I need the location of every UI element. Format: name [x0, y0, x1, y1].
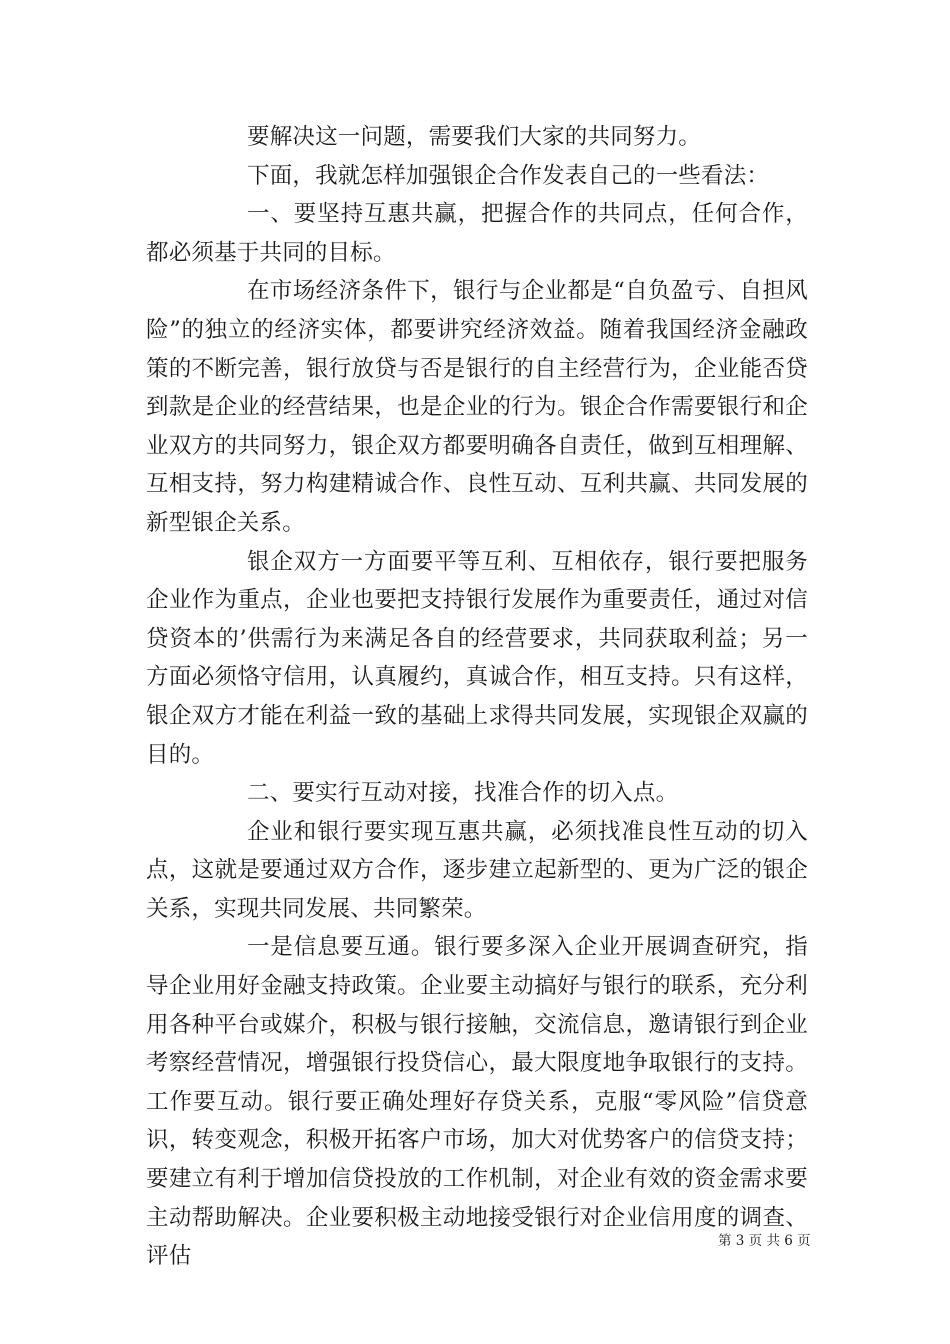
section-heading-2: 二、要实行互动对接，找准合作的切入点。 — [247, 780, 679, 807]
section-heading-1: 一、要坚持互惠共赢，把握合作的共同点，任何合作，都必须基于共同的目标。 — [146, 201, 808, 266]
paragraph-intro: 要解决这一问题，需要我们大家的共同努力。 — [247, 124, 702, 150]
page-number-footer: 第 3 页 共 6 页 — [718, 1233, 811, 1249]
paragraph-entry-point: 企业和银行要实现互惠共赢，必须找准良性互动的切入点，这就是要通过双方合作，逐步建立起新型的、更为广泛的银企关系，实现共同发展、共同繁荣。 — [146, 818, 808, 922]
paragraph-market-economy: 在市场经济条件下，银行与企业都是“自负盈亏、自担风险”的独立的经济实体，都要讲究经济效益。随着我国经济金融政策的不断完善，银行放贷与否是银行的自主经营行为，企业能否贷到款是企业的经营结果，也是企业的行为。银企合作需要银行和企业双方的共同努力，银企双方都要明确各自责任，做到互相理解、互相支持，努力构建精诚合作、良性互动、互利共赢、共同发展的新型银企关系。 — [146, 278, 808, 536]
paragraph-lead-in: 下面，我就怎样加强银企合作发表自己的一些看法： — [247, 162, 770, 189]
paragraph-information-exchange: 一是信息要互通。银行要多深入企业开展调查研究，指导企业用好金融支持政策。企业要主动搞好与银行的联系，充分利用各种平台或媒介，积极与银行接触，交流信息，邀请银行到企业考察经营情况，增强银行投贷信心，最大限度地争取银行的支持。工作要互动。银行要正确处理好存贷关系，克服“零风险”信贷意识，转变观念，积极开拓客户市场，加大对优势客户的信贷支持；要建立有利于增加信贷投放的工作机制，对企业有效的资金需求要主动帮助解决。企业要积极主动地接受银行对企业信用度的调查、评估 — [146, 934, 808, 1270]
paragraph-mutual-benefit: 银企双方一方面要平等互利、互相依存，银行要把服务企业作为重点，企业也要把支持银行发展作为重要责任，通过对信贷资本的’供需行为来满足各自的经营要求，共同获取利益；另一方面必须恪守信用，认真履约，真诚合作，相互支持。只有这样，银企双方才能在利益一致的基础上求得共同发展，实现银企双赢的目的。 — [146, 548, 808, 768]
document-body — [146, 118, 808, 1276]
